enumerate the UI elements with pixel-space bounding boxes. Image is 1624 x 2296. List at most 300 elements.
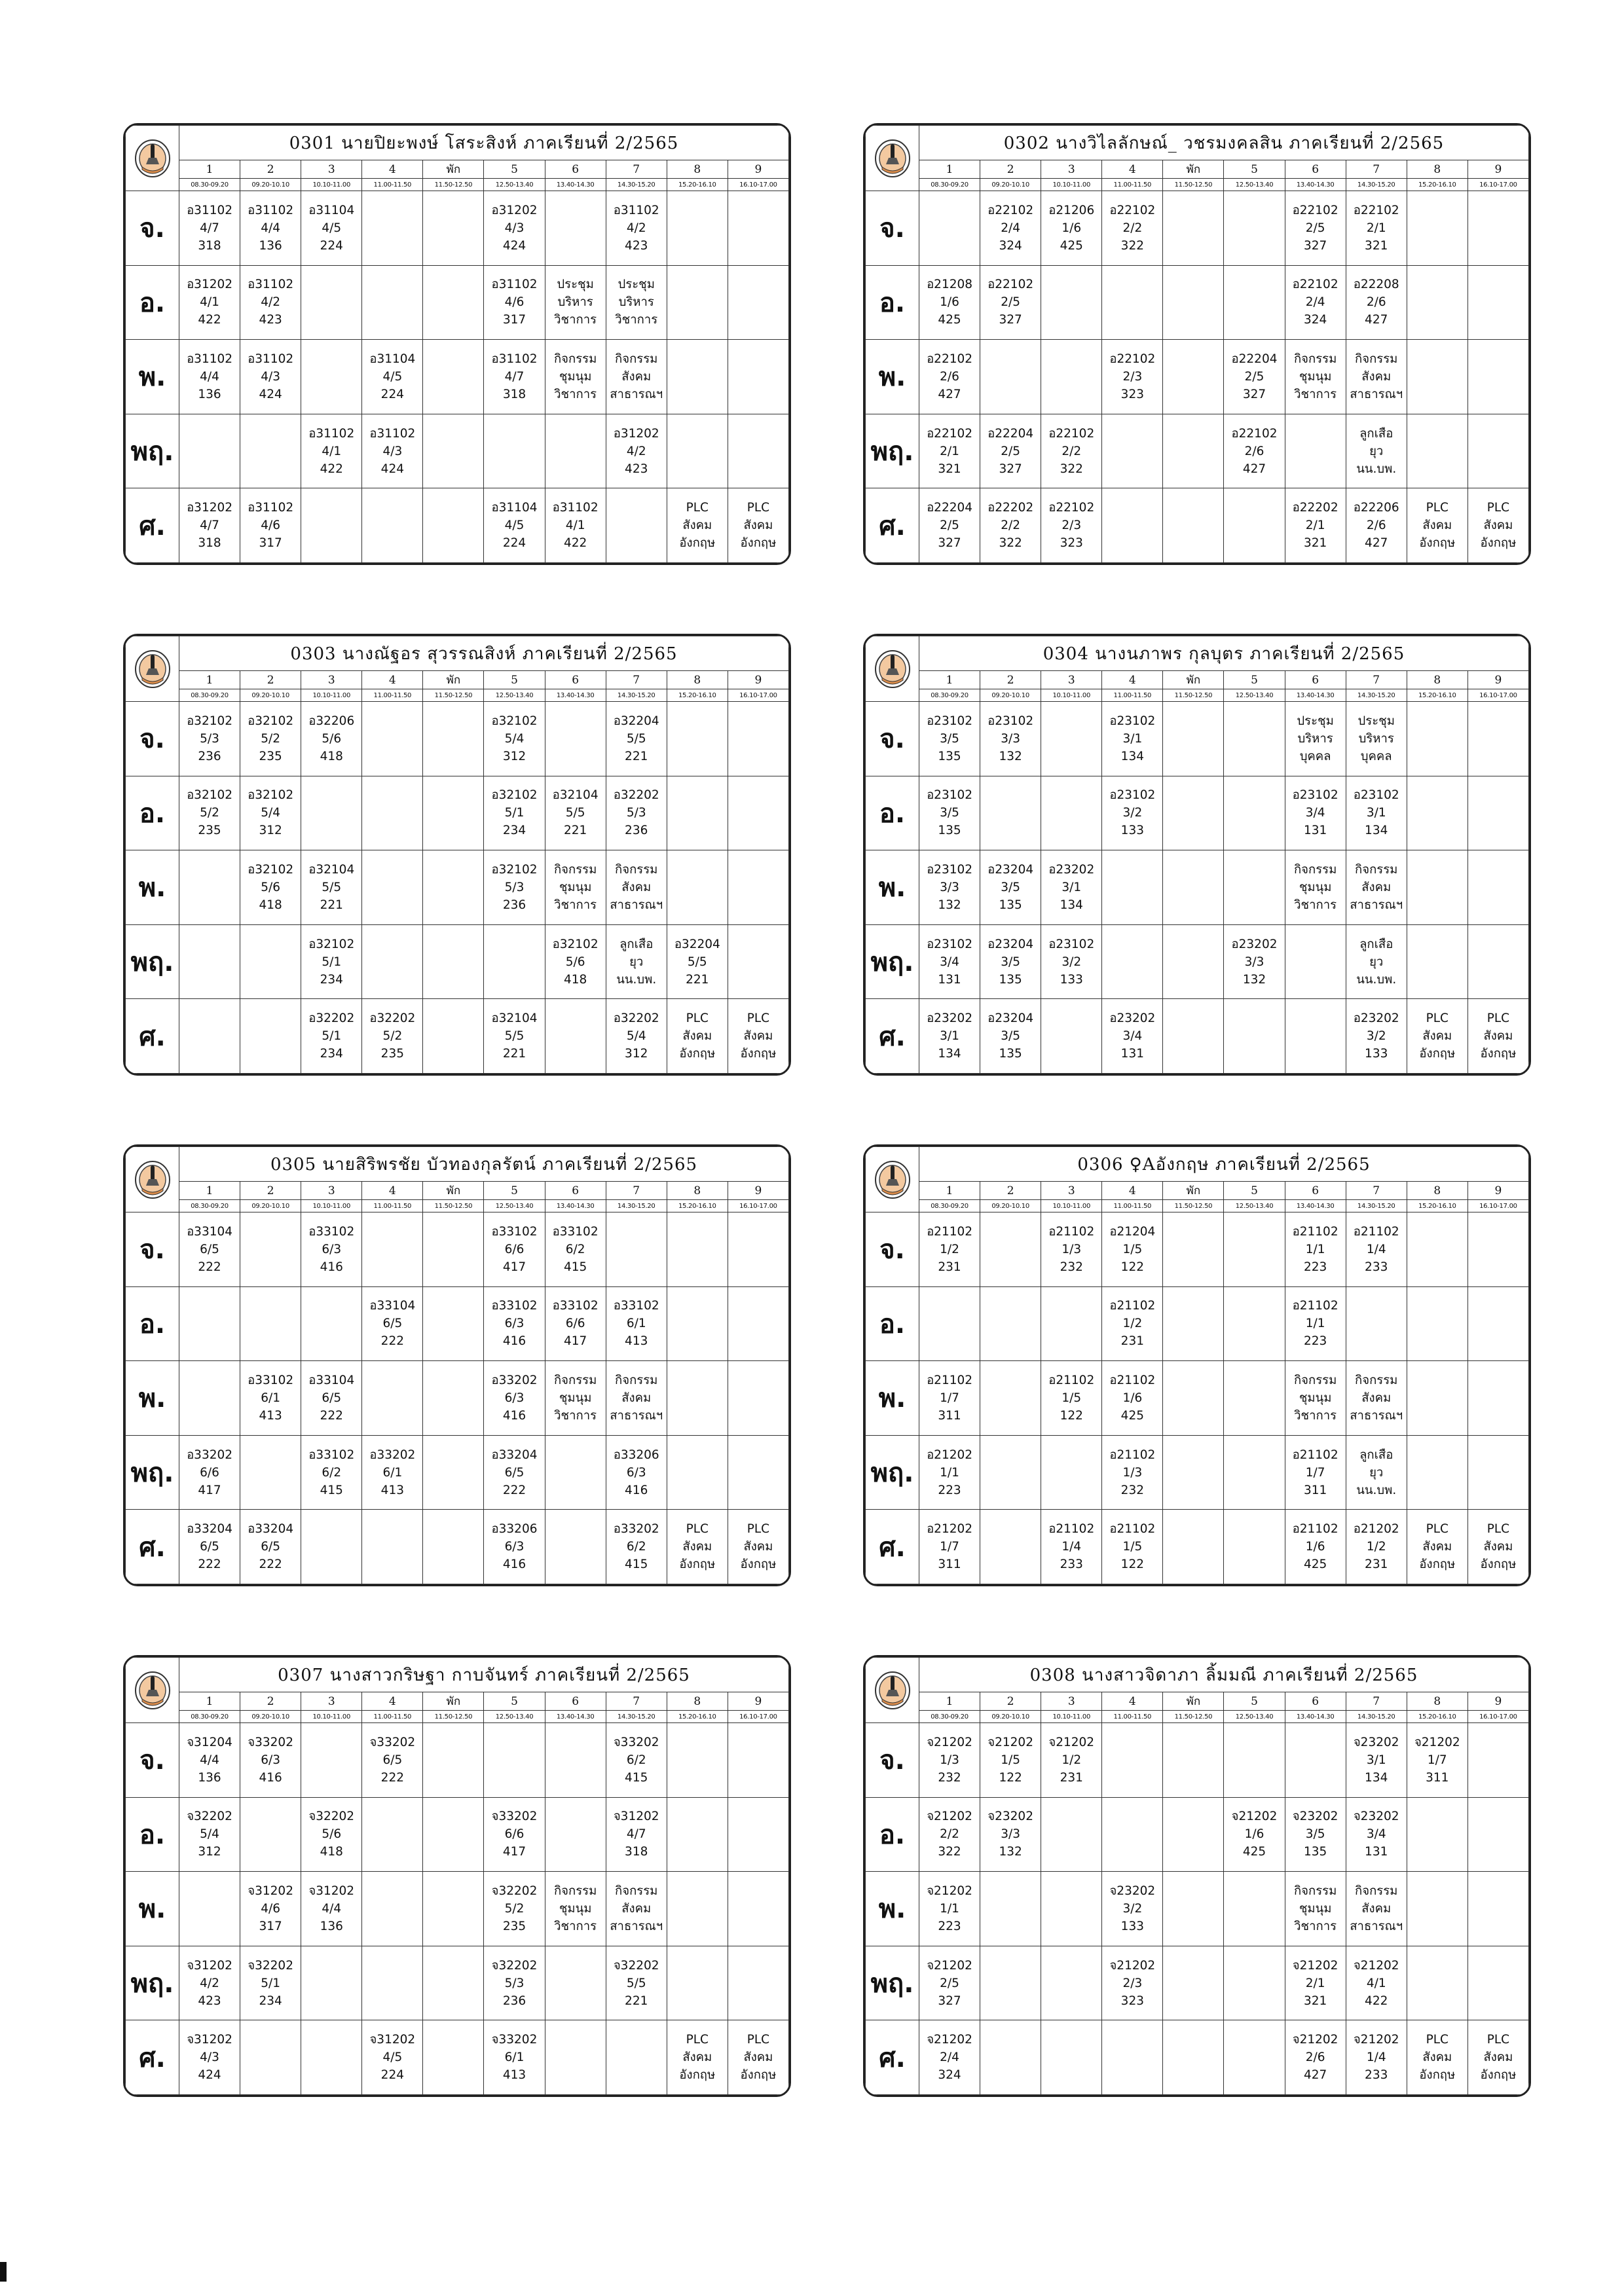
- schedule-cell: [545, 1212, 606, 1287]
- period-time: 11.00-11.50: [1102, 1711, 1163, 1723]
- cell-line: 2/2: [1122, 221, 1143, 235]
- school-logo-icon: [873, 138, 912, 179]
- schedule-cell: [919, 1510, 980, 1584]
- cell-line: 233: [1060, 1558, 1083, 1572]
- cell-line: อังกฤษ: [740, 1047, 777, 1061]
- schedule-cell: [1041, 340, 1102, 414]
- period-time: 10.10-11.00: [1041, 689, 1102, 702]
- cell-line: อ33102: [491, 1299, 538, 1313]
- cell-line: 312: [198, 1845, 221, 1859]
- schedule-cell: [1041, 488, 1102, 563]
- schedule-cell: [362, 1510, 423, 1584]
- schedule-cell: [1285, 191, 1346, 266]
- period-time: 13.40-14.30: [1285, 1200, 1346, 1212]
- schedule-cell: [667, 924, 728, 999]
- schedule-cell: [301, 702, 362, 776]
- schedule-cell: [606, 414, 667, 488]
- cell-line: 6/3: [626, 1465, 646, 1480]
- schedule-cell: [667, 776, 728, 850]
- schedule-cell: [1102, 1872, 1163, 1946]
- cell-line: อ23102: [1109, 714, 1156, 728]
- cell-line: อ22102: [1048, 501, 1095, 515]
- schedule-cell: [606, 1946, 667, 2020]
- cell-line: 424: [502, 238, 526, 253]
- cell-line: อ21102: [1048, 1373, 1095, 1387]
- schedule-cell: [980, 1723, 1041, 1798]
- cell-line: 1/6: [1244, 1827, 1264, 1842]
- schedule-cell: [606, 1361, 667, 1436]
- schedule-cell: [301, 340, 362, 414]
- schedule-cell: [423, 1797, 484, 1872]
- cell-line: 1/5: [1122, 1540, 1143, 1554]
- cell-line: PLC: [686, 1011, 709, 1026]
- cell-line: บริหาร: [557, 295, 593, 310]
- cell-line: 5/5: [626, 731, 646, 746]
- schedule-cell: [362, 776, 423, 850]
- period-time: 10.10-11.00: [301, 689, 362, 702]
- cell-line: สังคม: [1361, 880, 1392, 894]
- cell-line: 5/5: [687, 955, 707, 969]
- period-number: พัก: [1163, 1692, 1224, 1711]
- cell-line: อ33204: [248, 1522, 294, 1537]
- cell-line: 6/3: [504, 1317, 525, 1331]
- cell-line: 4/2: [261, 295, 281, 310]
- schedule-cell: [240, 265, 301, 340]
- cell-line: อ31104: [308, 203, 355, 217]
- period-number: 9: [728, 1692, 788, 1711]
- cell-line: อ21102: [1109, 1448, 1156, 1462]
- cell-line: อ22102: [1109, 352, 1156, 366]
- schedule-cell: [545, 1872, 606, 1946]
- cell-line: 6/6: [200, 1465, 219, 1480]
- cell-line: อ23102: [927, 714, 973, 728]
- period-number: 7: [1346, 1182, 1407, 1200]
- schedule-cell: [362, 850, 423, 925]
- period-time: 11.50-12.50: [423, 179, 484, 191]
- period-number: พัก: [423, 160, 484, 179]
- schedule-cell: [1407, 1510, 1467, 1584]
- schedule-cell: [667, 1872, 728, 1946]
- cell-line: 2/5: [1001, 444, 1021, 458]
- schedule-cell: [606, 850, 667, 925]
- schedule-cell: [1407, 191, 1467, 266]
- period-number: 7: [1346, 1692, 1407, 1711]
- schedule-cell: [1163, 340, 1224, 414]
- cell-line: 3/2: [1366, 1029, 1386, 1044]
- schedule-cell: [1041, 1361, 1102, 1436]
- cell-line: 5/5: [322, 880, 342, 894]
- schedule-card: [123, 634, 791, 1076]
- cell-line: 323: [1120, 1994, 1144, 2008]
- period-number: 4: [362, 1692, 423, 1711]
- cell-line: 233: [1365, 1260, 1388, 1274]
- schedule-cell: [606, 776, 667, 850]
- cell-line: จ33202: [248, 1735, 293, 1749]
- schedule-cell: [423, 265, 484, 340]
- schedule-cell: [545, 1946, 606, 2020]
- day-label: ศ.: [126, 2020, 179, 2095]
- period-time: 10.10-11.00: [1041, 179, 1102, 191]
- cell-line: PLC: [1426, 1011, 1449, 1026]
- day-label: จ.: [126, 1212, 179, 1287]
- schedule-title: 0307 นางสาวกริษฐา กาบจันทร์ ภาคเรียนที่ 2/2565: [179, 1658, 789, 1692]
- cell-line: สาธารณฯ: [1350, 1408, 1403, 1423]
- schedule-cell: [362, 488, 423, 563]
- schedule-cell: [1346, 1435, 1407, 1510]
- cell-line: 416: [259, 1770, 282, 1785]
- schedule-cell: [667, 999, 728, 1074]
- cell-line: อ23102: [1292, 788, 1338, 803]
- cell-line: 422: [1365, 1994, 1388, 2008]
- cell-line: 1/1: [940, 1465, 959, 1480]
- period-number: 1: [179, 1692, 240, 1711]
- schedule-cell: [362, 999, 423, 1074]
- period-number: 1: [919, 1692, 980, 1711]
- cell-line: 1/2: [1366, 1540, 1386, 1554]
- schedule-cell: [1163, 924, 1224, 999]
- cell-line: กิจกรรม: [553, 1373, 597, 1387]
- cell-line: อ23102: [927, 788, 973, 803]
- cell-line: 235: [380, 1047, 404, 1061]
- schedule-cell: [484, 776, 545, 850]
- cell-line: 3/1: [1366, 1753, 1386, 1767]
- cell-line: 3/4: [1122, 1029, 1143, 1044]
- period-time: 13.40-14.30: [545, 1200, 606, 1212]
- cell-line: นน.บพ.: [1356, 462, 1397, 476]
- day-label: อ.: [866, 1797, 919, 1872]
- schedule-cell: [545, 1510, 606, 1584]
- cell-line: 2/6: [940, 369, 959, 384]
- cell-line: 1/3: [1122, 1465, 1143, 1480]
- period-time: 16.10-17.00: [1467, 1200, 1528, 1212]
- schedule-cell: [240, 191, 301, 266]
- period-number: 7: [1346, 671, 1407, 689]
- schedule-cell: [1346, 1286, 1407, 1361]
- cell-line: 6/5: [382, 1317, 403, 1331]
- period-time: 14.30-15.20: [606, 689, 667, 702]
- period-time: 15.20-16.10: [667, 1711, 728, 1723]
- cell-line: จ33202: [491, 2033, 538, 2047]
- cell-line: 417: [198, 1483, 221, 1497]
- schedule-cell: [980, 1435, 1041, 1510]
- schedule-cell: [1102, 414, 1163, 488]
- cell-line: อ23202: [1353, 1011, 1399, 1026]
- schedule-cell: [1285, 776, 1346, 850]
- cell-line: อ32102: [187, 788, 233, 803]
- logo-cell: [126, 636, 179, 702]
- cell-line: สังคม: [1361, 369, 1392, 384]
- cell-line: 5/3: [504, 880, 525, 894]
- cell-line: กิจกรรม: [1355, 1373, 1398, 1387]
- cell-line: ยุว: [1369, 444, 1384, 458]
- schedule-table: [865, 125, 1529, 563]
- schedule-cell: [362, 340, 423, 414]
- cell-line: จ33202: [491, 1810, 538, 1824]
- period-number: 8: [667, 1692, 728, 1711]
- cell-line: อ33102: [552, 1299, 599, 1313]
- cell-line: 223: [1303, 1260, 1327, 1274]
- schedule-cell: [484, 1510, 545, 1584]
- schedule-table: [865, 636, 1529, 1074]
- cell-line: 134: [1060, 898, 1083, 912]
- schedule-cell: [1163, 850, 1224, 925]
- schedule-cell: [728, 1946, 788, 2020]
- cell-line: 2/1: [1366, 221, 1386, 235]
- cell-line: 6/1: [382, 1465, 403, 1480]
- period-number: 7: [606, 1692, 667, 1711]
- cell-line: อ21202: [1353, 1522, 1399, 1537]
- schedule-cell: [179, 488, 240, 563]
- schedule-cell: [606, 340, 667, 414]
- period-time: 09.20-10.10: [980, 1200, 1041, 1212]
- schedule-cell: [980, 2020, 1041, 2095]
- day-label: พ.: [866, 1872, 919, 1946]
- cell-line: ชุมนุม: [559, 1391, 592, 1405]
- schedule-cell: [301, 414, 362, 488]
- schedule-title: 0306 ♀Aอังกฤษ ภาคเรียนที่ 2/2565: [919, 1147, 1529, 1182]
- schedule-table: [865, 1657, 1529, 2095]
- cell-line: 6/6: [565, 1317, 585, 1331]
- period-number: 6: [545, 160, 606, 179]
- cell-line: 1/1: [940, 1901, 959, 1916]
- schedule-cell: [545, 1286, 606, 1361]
- schedule-cell: [362, 702, 423, 776]
- schedule-cell: [919, 776, 980, 850]
- cell-line: 1/2: [1122, 1317, 1143, 1331]
- period-number: 8: [1407, 1182, 1467, 1200]
- cell-line: อ23102: [1109, 788, 1156, 803]
- cell-line: อ32104: [308, 862, 355, 877]
- schedule-cell: [1041, 1510, 1102, 1584]
- schedule-cell: [240, 1361, 301, 1436]
- cell-line: สังคม: [1422, 1029, 1452, 1044]
- cell-line: 5/3: [504, 1976, 525, 1990]
- cell-line: ชุมนุม: [1299, 1391, 1332, 1405]
- cell-line: บุคคล: [1360, 749, 1392, 763]
- schedule-cell: [240, 1435, 301, 1510]
- cell-line: 3/5: [1001, 955, 1021, 969]
- schedule-cell: [240, 488, 301, 563]
- cell-line: 1/1: [1305, 1317, 1325, 1331]
- cell-line: PLC: [747, 2033, 770, 2047]
- schedule-cell: [667, 2020, 728, 2095]
- schedule-cell: [980, 1946, 1041, 2020]
- cell-line: อังกฤษ: [740, 536, 777, 551]
- schedule-cell: [1224, 1797, 1285, 1872]
- cell-line: ประชุม: [557, 278, 594, 292]
- cell-line: ประชุม: [618, 278, 655, 292]
- cell-line: 236: [502, 1994, 526, 2008]
- cell-line: 327: [999, 462, 1022, 476]
- schedule-cell: [1346, 265, 1407, 340]
- schedule-cell: [1285, 1723, 1346, 1798]
- day-label: อ.: [866, 265, 919, 340]
- period-time: 08.30-09.20: [919, 1711, 980, 1723]
- cell-line: อ23204: [987, 937, 1034, 951]
- schedule-cell: [179, 1435, 240, 1510]
- cell-line: สังคม: [682, 1029, 712, 1044]
- cell-line: 1/7: [1305, 1465, 1325, 1480]
- day-label: ศ.: [866, 2020, 919, 2095]
- schedule-cell: [484, 1361, 545, 1436]
- cell-line: บริหาร: [1297, 731, 1333, 746]
- cell-line: อ21102: [1109, 1299, 1156, 1313]
- cell-line: 416: [320, 1260, 343, 1274]
- period-number: 5: [484, 160, 545, 179]
- period-number: 7: [606, 160, 667, 179]
- cell-line: 3/1: [1122, 731, 1143, 746]
- schedule-cell: [728, 1872, 788, 1946]
- schedule-cell: [1224, 2020, 1285, 2095]
- cell-line: สังคม: [621, 1391, 652, 1405]
- cell-line: อ22102: [1231, 426, 1278, 441]
- cell-line: 221: [686, 972, 709, 987]
- schedule-cell: [980, 265, 1041, 340]
- day-label: จ.: [126, 191, 179, 266]
- cell-line: 224: [320, 238, 343, 253]
- cell-line: 122: [1120, 1260, 1144, 1274]
- period-time: 15.20-16.10: [667, 689, 728, 702]
- period-time: 09.20-10.10: [240, 689, 301, 702]
- cell-line: 324: [938, 2068, 961, 2083]
- cell-line: อ21202: [927, 1448, 973, 1462]
- period-number: 2: [240, 1182, 301, 1200]
- period-number: พัก: [1163, 1182, 1224, 1200]
- schedule-cell: [362, 2020, 423, 2095]
- cell-line: 3/5: [940, 806, 959, 820]
- cell-line: 1/4: [1366, 1242, 1386, 1256]
- schedule-cell: [606, 924, 667, 999]
- schedule-cell: [1224, 488, 1285, 563]
- schedule-cell: [1041, 1872, 1102, 1946]
- cell-line: อ22102: [987, 203, 1034, 217]
- school-logo-icon: [133, 138, 172, 179]
- schedule-cell: [1346, 488, 1407, 563]
- cell-line: 6/5: [504, 1465, 525, 1480]
- cell-line: 3/4: [1305, 806, 1325, 820]
- schedule-cell: [1407, 924, 1467, 999]
- day-label: ศ.: [126, 488, 179, 563]
- cell-line: 427: [938, 387, 961, 401]
- cell-line: 418: [563, 972, 587, 987]
- period-time: 16.10-17.00: [728, 179, 788, 191]
- cell-line: สังคม: [1483, 1029, 1513, 1044]
- period-number: 1: [919, 160, 980, 179]
- cell-line: สาธารณฯ: [610, 387, 663, 401]
- schedule-cell: [240, 340, 301, 414]
- cell-line: จ32202: [613, 1958, 659, 1973]
- schedule-cell: [1041, 1723, 1102, 1798]
- schedule-cell: [301, 1797, 362, 1872]
- schedule-cell: [1407, 1286, 1467, 1361]
- cell-line: 312: [625, 1047, 648, 1061]
- schedule-cell: [1346, 1361, 1407, 1436]
- schedule-cell: [1041, 265, 1102, 340]
- schedule-cell: [1102, 1286, 1163, 1361]
- cell-line: 4/3: [382, 444, 403, 458]
- cell-line: 327: [1242, 387, 1266, 401]
- cell-line: 222: [320, 1408, 343, 1423]
- schedule-cell: [667, 1797, 728, 1872]
- schedule-cell: [423, 999, 484, 1074]
- period-number: 3: [301, 160, 362, 179]
- cell-line: 133: [1365, 1047, 1388, 1061]
- schedule-cell: [362, 1435, 423, 1510]
- cell-line: 322: [1060, 462, 1083, 476]
- cell-line: อ33102: [248, 1373, 294, 1387]
- schedule-cell: [240, 414, 301, 488]
- schedule-cell: [1467, 1361, 1528, 1436]
- schedule-cell: [1407, 1212, 1467, 1287]
- cell-line: อ33102: [552, 1224, 599, 1239]
- schedule-cell: [1346, 1797, 1407, 1872]
- cell-line: 6/1: [261, 1391, 281, 1405]
- cell-line: จ23202: [1353, 1735, 1399, 1749]
- period-time: 12.50-13.40: [1224, 689, 1285, 702]
- cell-line: 3/5: [940, 731, 959, 746]
- cell-line: 4/2: [626, 444, 646, 458]
- cell-line: 2/2: [1001, 519, 1021, 533]
- period-number: พัก: [1163, 160, 1224, 179]
- schedule-cell: [1224, 1872, 1285, 1946]
- period-number: 5: [484, 1692, 545, 1711]
- cell-line: อ23102: [987, 714, 1034, 728]
- cell-line: 2/2: [940, 1827, 959, 1842]
- cell-line: อ33104: [308, 1373, 355, 1387]
- cell-line: 136: [198, 1770, 221, 1785]
- schedule-cell: [1163, 1797, 1224, 1872]
- schedule-cell: [1285, 1435, 1346, 1510]
- cell-line: อ22102: [1353, 203, 1399, 217]
- schedule-cell: [980, 1286, 1041, 1361]
- schedule-cell: [423, 191, 484, 266]
- cell-line: 1/1: [1305, 1242, 1325, 1256]
- schedule-cell: [240, 1723, 301, 1798]
- schedule-cell: [728, 850, 788, 925]
- period-time: 14.30-15.20: [606, 1200, 667, 1212]
- cell-line: ชุมนุม: [559, 880, 592, 894]
- logo-cell: [866, 126, 919, 191]
- cell-line: 323: [1120, 387, 1144, 401]
- cell-line: 418: [320, 1845, 343, 1859]
- cell-line: อ23102: [1048, 937, 1095, 951]
- day-label: พ.: [126, 1361, 179, 1436]
- cell-line: จ21202: [1414, 1735, 1460, 1749]
- cell-line: 2/3: [1061, 519, 1082, 533]
- cell-line: อ22102: [1048, 426, 1095, 441]
- cell-line: 5/5: [504, 1029, 525, 1044]
- schedule-cell: [1467, 1286, 1528, 1361]
- cell-line: จ21202: [1048, 1735, 1095, 1749]
- schedule-cell: [1407, 1361, 1467, 1436]
- cell-line: อ31102: [187, 352, 233, 366]
- schedule-cell: [1285, 850, 1346, 925]
- period-number: 9: [1467, 1182, 1528, 1200]
- cell-line: อ32102: [248, 788, 294, 803]
- cell-line: 1/5: [1061, 1391, 1082, 1405]
- schedule-cell: [919, 340, 980, 414]
- cell-line: อ32202: [613, 1011, 659, 1026]
- schedule-cell: [919, 1212, 980, 1287]
- period-time: 13.40-14.30: [1285, 1711, 1346, 1723]
- cell-line: 427: [1365, 536, 1388, 551]
- cell-line: 3/2: [1122, 1901, 1143, 1916]
- cell-line: อ21102: [1109, 1522, 1156, 1537]
- period-time: 12.50-13.40: [1224, 179, 1285, 191]
- cell-line: 321: [938, 462, 961, 476]
- schedule-cell: [1407, 414, 1467, 488]
- period-time: 15.20-16.10: [1407, 1711, 1467, 1723]
